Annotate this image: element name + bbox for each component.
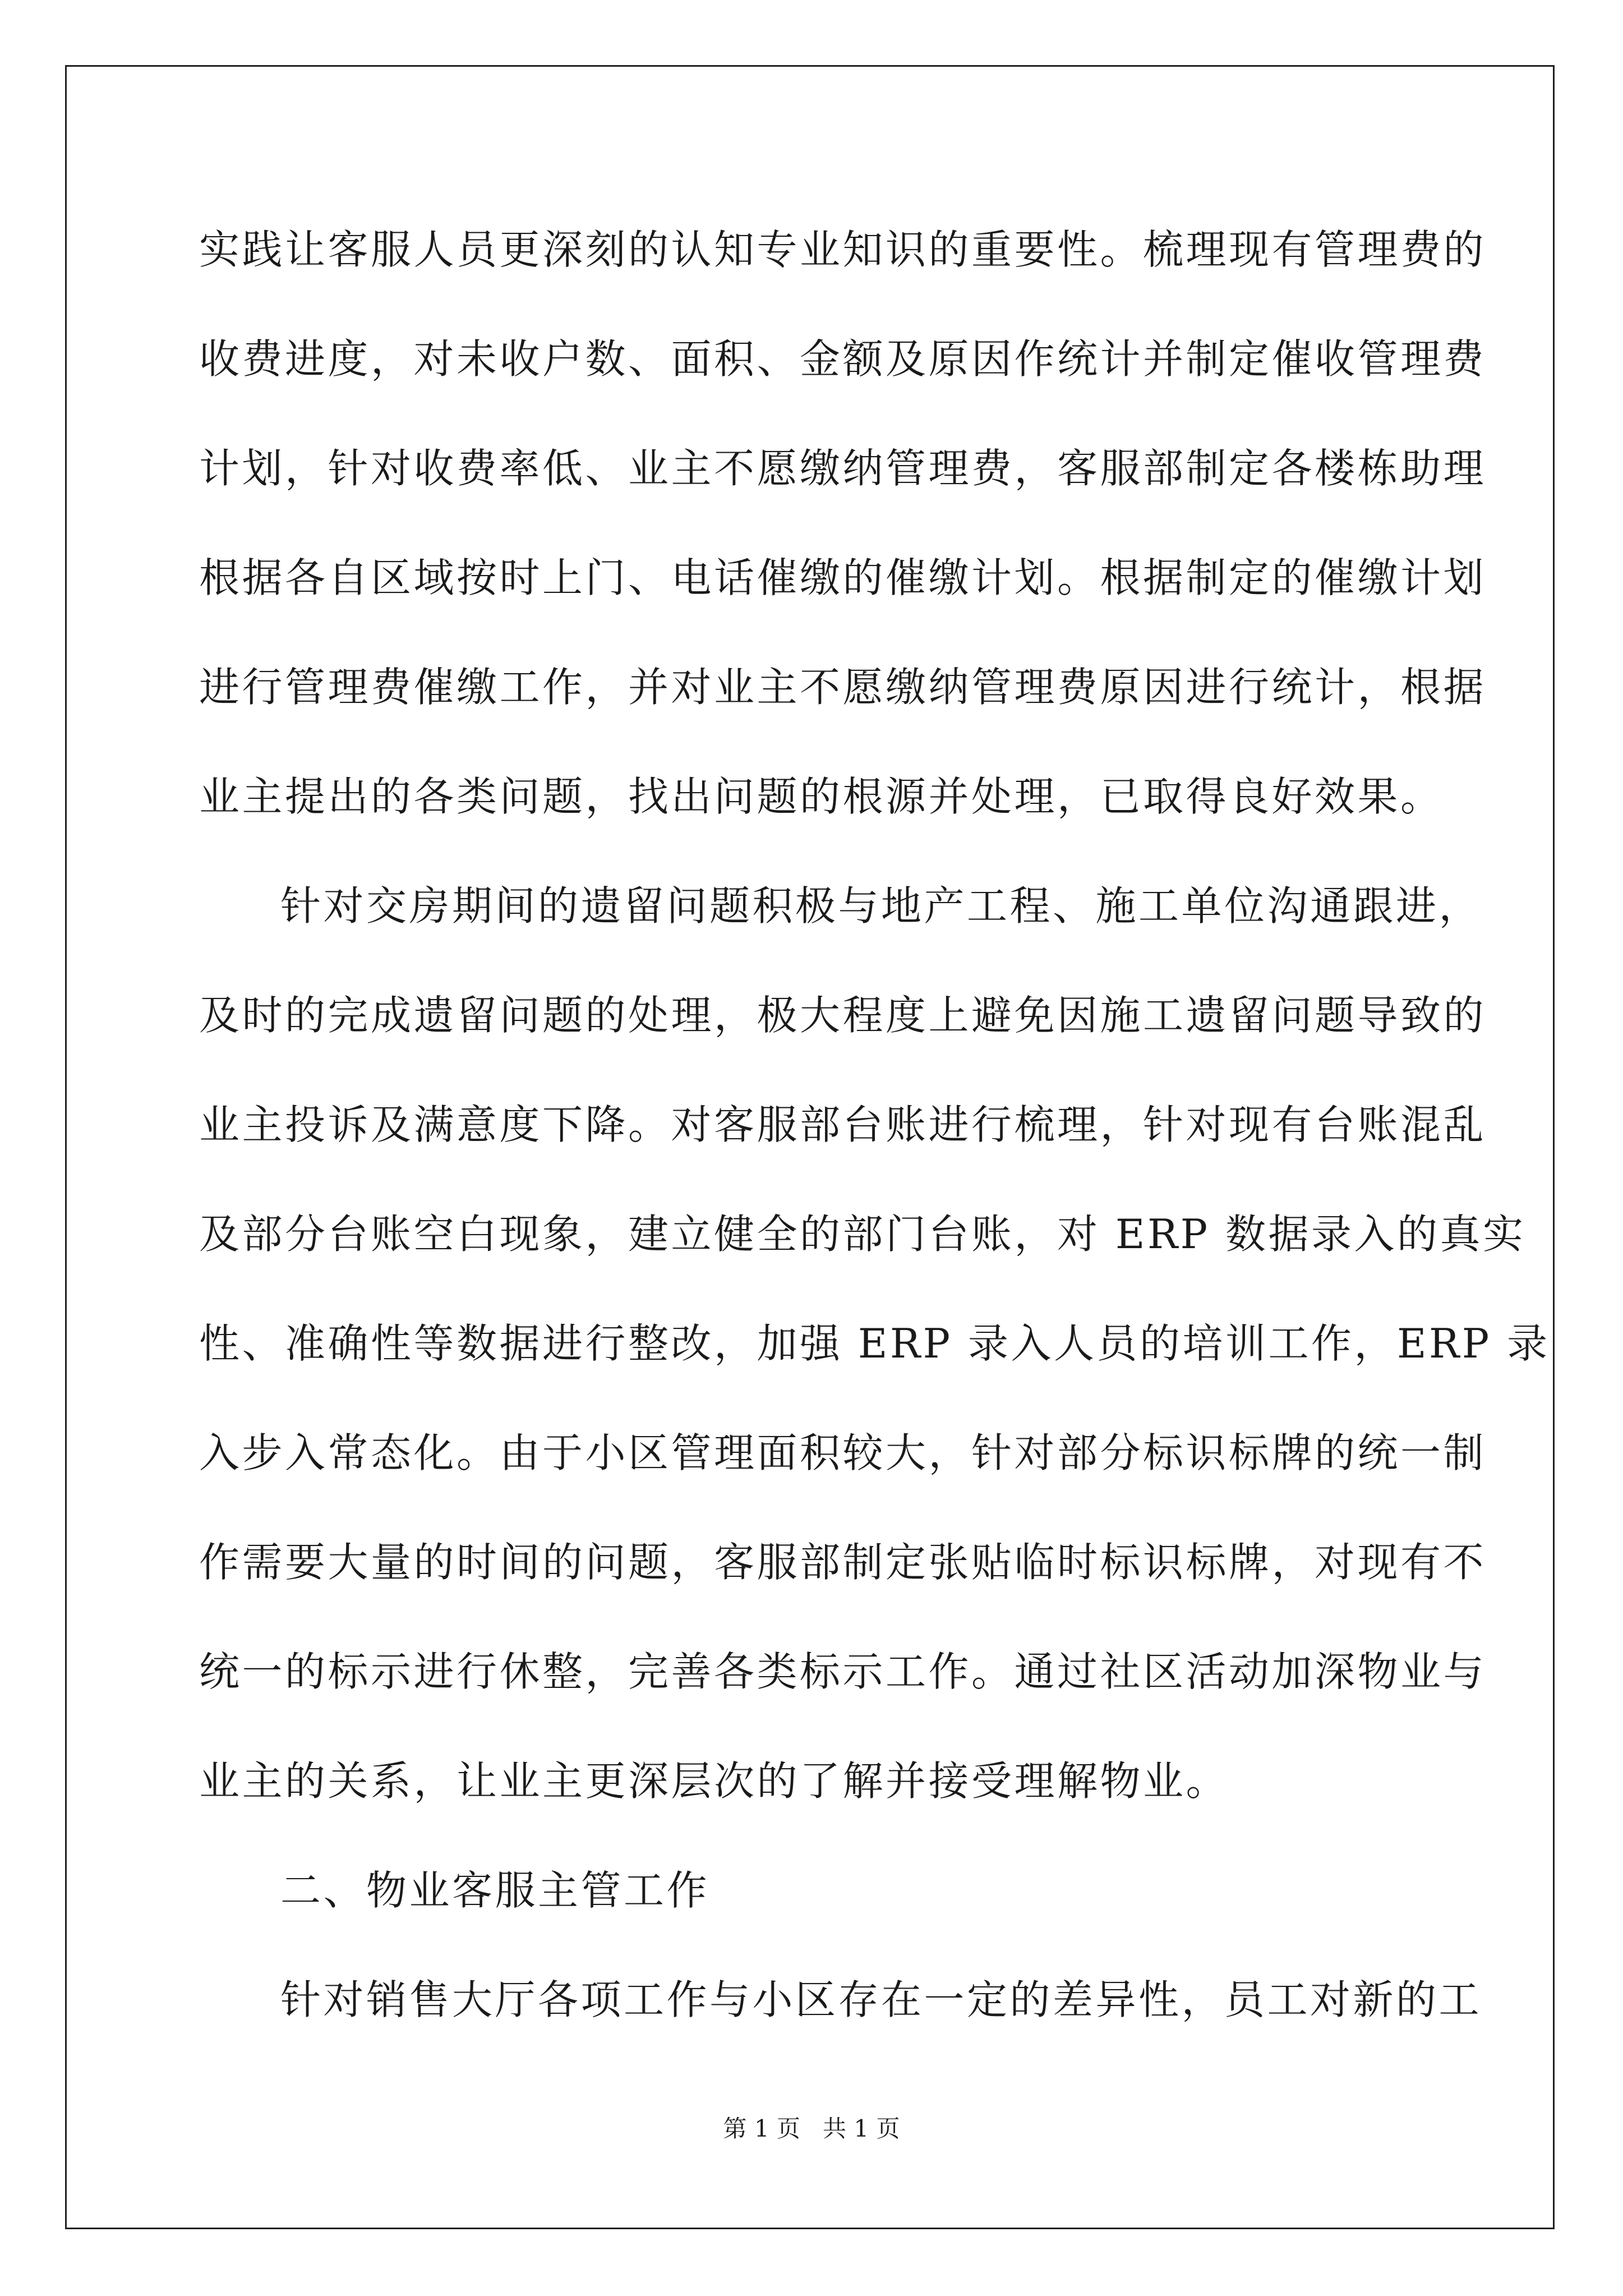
text-line: 作需要大量的时间的问题，客服部制定张贴临时标识标牌，对现有不 bbox=[199, 1539, 1487, 1586]
text-line: 业主的关系，让业主更深层次的了解并接受理解物业。 bbox=[199, 1757, 1229, 1805]
section-heading: 二、物业客服主管工作 bbox=[280, 1867, 710, 1914]
text-line: 收费进度，对未收户数、面积、金额及原因作统计并制定催收管理费 bbox=[199, 335, 1487, 383]
text-line: 根据各自区域按时上门、电话催缴的催缴计划。根据制定的催缴计划 bbox=[199, 554, 1487, 601]
paragraph-first-line: 针对销售大厅各项工作与小区存在一定的差异性，员工对新的工 bbox=[280, 1976, 1482, 2023]
text-line: 计划，针对收费率低、业主不愿缴纳管理费，客服部制定各楼栋助理 bbox=[199, 445, 1487, 492]
paragraph-first-line: 针对交房期间的遗留问题积极与地产工程、施工单位沟通跟进， bbox=[280, 882, 1482, 930]
text-line: 业主投诉及满意度下降。对客服部台账进行梳理，针对现有台账混乱 bbox=[199, 1101, 1487, 1148]
text-line: 业主提出的各类问题，找出问题的根源并处理，已取得良好效果。 bbox=[199, 773, 1444, 820]
text-line: 进行管理费催缴工作，并对业主不愿缴纳管理费原因进行统计，根据 bbox=[199, 664, 1487, 711]
page-number-footer: 第 1 页 共 1 页 bbox=[723, 2115, 900, 2142]
text-line: 实践让客服人员更深刻的认知专业知识的重要性。梳理现有管理费的 bbox=[199, 226, 1487, 273]
text-line: 性、准确性等数据进行整改，加强 ERP 录入人员的培训工作，ERP 录 bbox=[199, 1320, 1550, 1367]
text-line: 入步入常态化。由于小区管理面积较大，针对部分标识标牌的统一制 bbox=[199, 1429, 1487, 1476]
text-line: 统一的标示进行休整，完善各类标示工作。通过社区活动加深物业与 bbox=[199, 1648, 1487, 1695]
text-line: 及时的完成遗留问题的处理，极大程度上避免因施工遗留问题导致的 bbox=[199, 992, 1487, 1039]
text-line: 及部分台账空白现象，建立健全的部门台账，对 ERP 数据录入的真实 bbox=[199, 1211, 1526, 1258]
